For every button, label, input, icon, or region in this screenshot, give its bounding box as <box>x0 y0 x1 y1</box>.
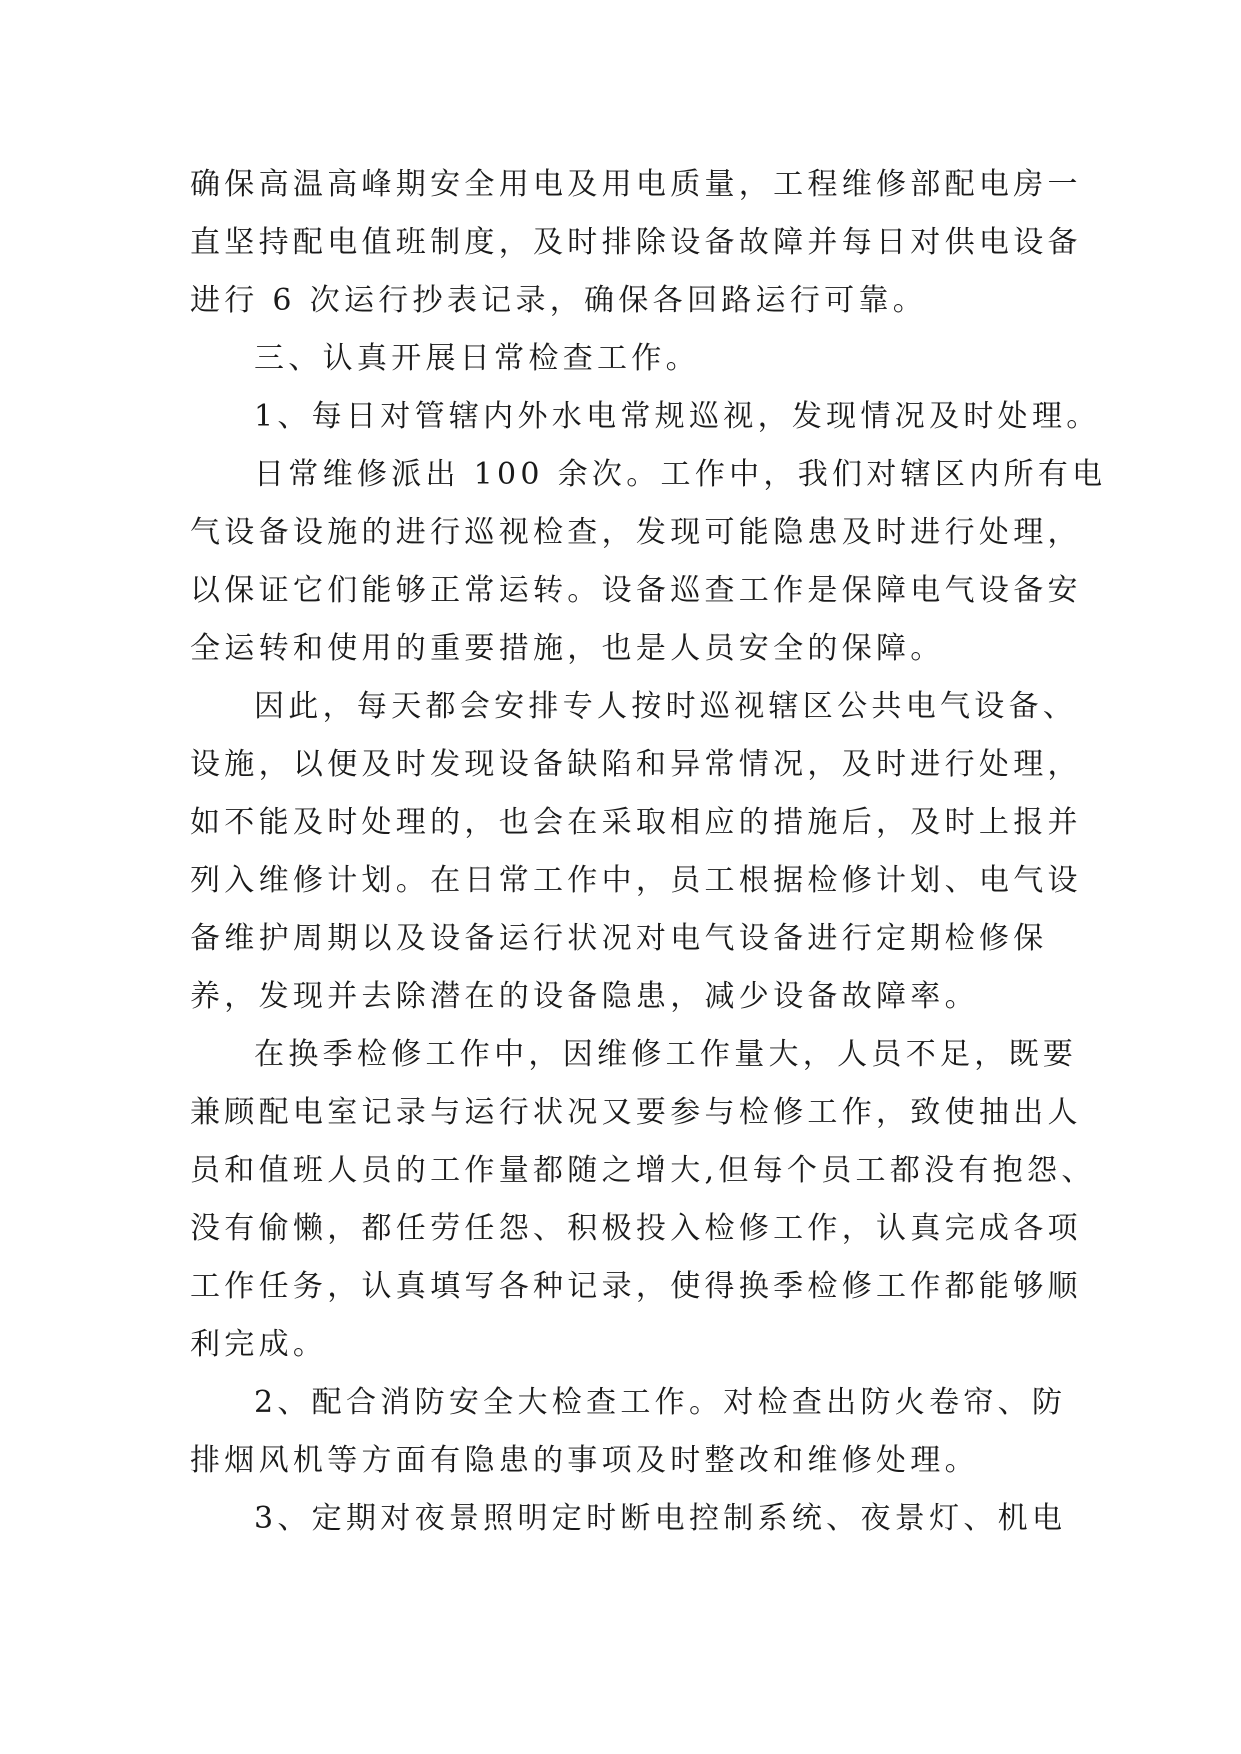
text-line: 1、每日对管辖内外水电常规巡视，发现情况及时处理。 <box>254 399 1101 434</box>
text-line: 2、配合消防安全大检查工作。对检查出防火卷帘、防 <box>254 1385 1067 1420</box>
text-line: 利完成。 <box>190 1327 328 1362</box>
text-line: 员和值班人员的工作量都随之增大,但每个员工都没有抱怨、 <box>190 1153 1096 1188</box>
text-line: 兼顾配电室记录与运行状况又要参与检修工作，致使抽出人 <box>190 1095 1082 1130</box>
text-line: 没有偷懒，都任劳任怨、积极投入检修工作，认真完成各项 <box>190 1211 1082 1246</box>
text-line: 备维护周期以及设备运行状况对电气设备进行定期检修保 <box>190 921 1048 956</box>
text-line: 设施，以便及时发现设备缺陷和异常情况，及时进行处理， <box>190 747 1082 782</box>
text-line: 直坚持配电值班制度，及时排除设备故障并每日对供电设备 <box>190 225 1082 260</box>
text-line: 3、定期对夜景照明定时断电控制系统、夜景灯、机电 <box>254 1501 1067 1536</box>
text-line: 养，发现并去除潜在的设备隐患，减少设备故障率。 <box>190 979 979 1014</box>
text-line: 日常维修派出 100 余次。工作中，我们对辖区内所有电 <box>254 457 1107 492</box>
text-line: 以保证它们能够正常运转。设备巡查工作是保障电气设备安 <box>190 573 1082 608</box>
text-line: 排烟风机等方面有隐患的事项及时整改和维修处理。 <box>190 1443 979 1478</box>
text-line: 如不能及时处理的，也会在采取相应的措施后，及时上报并 <box>190 805 1082 840</box>
text-line: 因此，每天都会安排专人按时巡视辖区公共电气设备、 <box>254 689 1078 724</box>
text-line: 工作任务，认真填写各种记录，使得换季检修工作都能够顺 <box>190 1269 1082 1304</box>
text-line: 确保高温高峰期安全用电及用电质量，工程维修部配电房一 <box>190 167 1082 202</box>
text-line: 进行 6 次运行抄表记录，确保各回路运行可靠。 <box>190 283 928 318</box>
text-line: 气设备设施的进行巡视检查，发现可能隐患及时进行处理， <box>190 515 1082 550</box>
text-line: 在换季检修工作中，因维修工作量大，人员不足，既要 <box>254 1037 1078 1072</box>
section-heading: 三、认真开展日常检查工作。 <box>254 341 700 376</box>
text-line: 列入维修计划。在日常工作中，员工根据检修计划、电气设 <box>190 863 1082 898</box>
text-line: 全运转和使用的重要措施，也是人员安全的保障。 <box>190 631 945 666</box>
